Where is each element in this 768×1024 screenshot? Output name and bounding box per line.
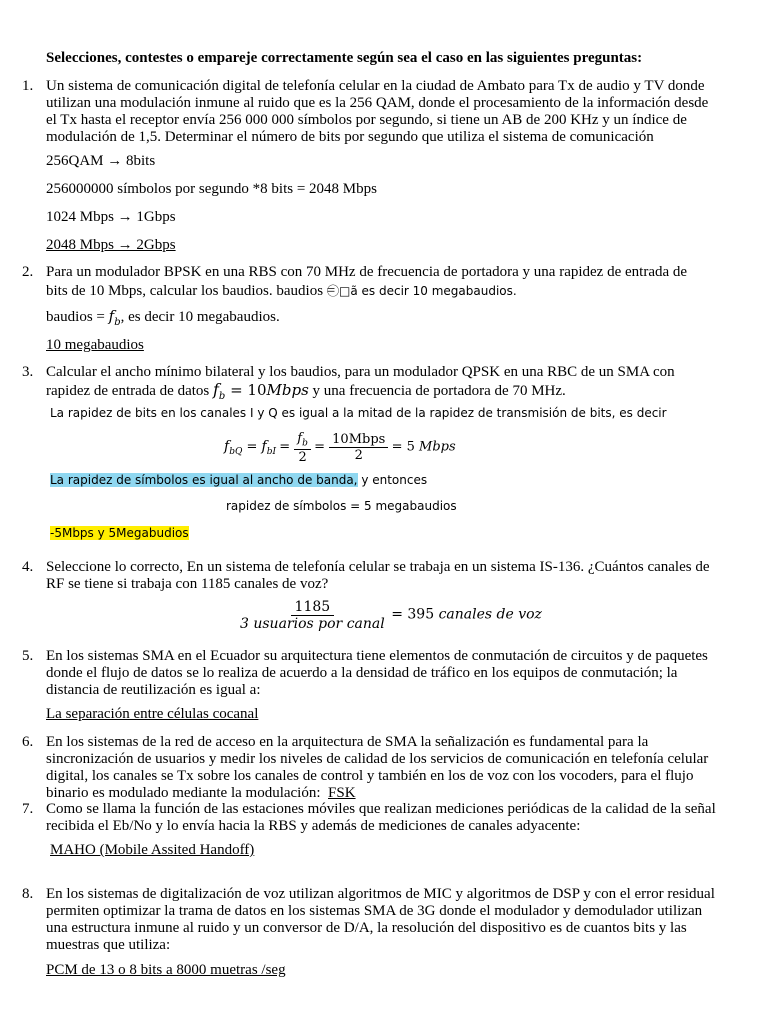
fraction-denominator: 2 (354, 447, 363, 463)
question-5 (22, 648, 721, 699)
question-8 (22, 886, 721, 954)
q3-note-2 (50, 473, 427, 487)
q3-note-3: rapidez de símbolos = 5 megabaudios (226, 499, 457, 513)
q2-line-suffix: , es decir 10 megabaudios. (120, 309, 280, 325)
math-subscript: b (218, 391, 226, 402)
fraction-fb-over-2 (294, 430, 311, 465)
q2-line (46, 308, 280, 331)
fraction-denominator: 3 usuarios por canal (240, 616, 385, 632)
math-result: = 395 (391, 606, 439, 623)
question-text: Seleccione lo correcto, En un sistema de telefonía celular se trabaja en un sistema IS-136. ¿Cuántos canales de RF se tiene si trabaja con 1185 canales de voz? (46, 559, 710, 592)
math-symbol: f (297, 431, 303, 446)
math-result: = 5 (391, 439, 420, 455)
question-7 (22, 801, 721, 835)
highlighted-answer: -5Mbps y 5Megabudios (50, 526, 189, 540)
instructions-heading: Selecciones, contestes o empareje correctamente según sea el caso en las siguientes preguntas: (46, 50, 643, 66)
question-2 (22, 264, 721, 281)
question-text: En los sistemas SMA en el Ecuador su arquitectura tiene elementos de conmutación de circuitos y de paquetes donde el flujo de datos se lo realiza de acuerdo a la densidad de tráfico en los equipos de conmutación; la distancia de reutilización es igual a: (46, 648, 708, 698)
math-result-text: canales de voz (438, 606, 542, 623)
fraction-1185-over-3 (237, 599, 388, 632)
q5-answer: La separación entre células cocanal (46, 706, 259, 722)
question-6 (22, 734, 721, 802)
garbled-text: ⃝□ã es decir 10 megabaudios. (339, 284, 517, 298)
question-number: 1. (22, 78, 34, 94)
q1-line-1: 256QAM → 8bits (46, 153, 156, 169)
q3-note-1: La rapidez de bits en los canales I y Q es igual a la mitad de la rapidez de transmisión de bits, es decir (50, 406, 667, 420)
math-unit: Mbps (419, 439, 456, 455)
q6-answer: FSK (328, 785, 356, 801)
question-number: 4. (22, 559, 34, 575)
question-text: En los sistemas de la red de acceso en la arquitectura de SMA la señalización es fundamental para la sincronización de usuarios y medir los niveles de calidad de los servicios de comunicación en telefonía celular digital, los canales se Tx sobre los canales de control y también en los de voz con los vocoders, para el flujo binario es modulado mediante la modulación: (46, 734, 709, 801)
math-symbol: f (224, 438, 230, 455)
highlighted-text: La rapidez de símbolos es igual al ancho de banda, (50, 473, 358, 487)
question-text: En los sistemas de digitalización de voz utilizan algoritmos de MIC y algoritmos de DSP y con el error residual permiten optimizar la trama de datos en los sistemas SMA de 3G donde el modulador y demodulador utilizan una estructura inmune al ruido y un conversor de D/A, la resolución del dispositivo es de cuantos bits y las muestras que utiliza: (46, 886, 715, 953)
q3-equation: $f_{bQ} = f_{bI}$ = $\frac{f_b}{2}$ = $\frac{\text{10Mbps}}{2}$ = 5 Mbps (224, 431, 456, 465)
q4-equation (237, 599, 542, 632)
math-equals: = 10 (225, 381, 267, 399)
q3-text-line-2 (46, 381, 566, 405)
math-symbol: f (213, 380, 219, 399)
q1-line-2: 256000000 símbolos por segundo *8 bits = 2048 Mbps (46, 181, 377, 197)
q1-line-3: 1024 Mbps → 1Gbps (46, 209, 176, 225)
fraction-10mbps-over-2 (329, 432, 388, 463)
question-3 (22, 364, 721, 381)
question-4 (22, 559, 721, 593)
math-symbol: f (108, 307, 115, 325)
question-text: Como se llama la función de las estaciones móviles que realizan mediciones periódicas de la calidad de la señal recibida el Eb/No y lo envía hacia la RBS y además de mediciones de canales adyacente: (46, 801, 716, 834)
q2-line-prefix: baudios = (46, 309, 109, 325)
question-text: rapidez de entrada de datos (46, 383, 210, 399)
q2-answer: 10 megabaudios (46, 337, 144, 353)
question-text: Calcular el ancho mínimo bilateral y los baudios, para un modulador QPSK en una RBC de un SMA con (46, 364, 675, 380)
math-symbol: f (261, 438, 267, 455)
question-text: Para un modulador BPSK en una RBS con 70 MHz de frecuencia de portadora y una rapidez de entrada de (46, 264, 688, 280)
question-number: 6. (22, 734, 34, 750)
q2-text-line-2 (46, 283, 517, 300)
question-number: 2. (22, 264, 34, 280)
math-unit: Mbps (266, 381, 309, 399)
question-text: Un sistema de comunicación digital de telefonía celular en la ciudad de Ambato para Tx de audio y TV donde utilizan una modulación inmune al ruido que es la 256 QAM, donde el procesamiento de la información desde el Tx hasta el receptor envía 256 000 000 símbolos por segundo, si tiene un AB de 200 KHz y un índice de modulación de 1,5. Determinar el número de bits por segundo que utiliza el sistema de comunicación (46, 78, 709, 145)
math-subscript: b (302, 438, 308, 449)
math-subscript: bQ (229, 446, 243, 457)
question-text: y una frecuencia de portadora de 70 MHz. (308, 383, 566, 399)
math-subscript: bI (266, 446, 277, 457)
fraction-denominator: 2 (298, 449, 307, 465)
q3-answer (50, 526, 189, 540)
math-equals: = (242, 439, 262, 455)
question-1 (22, 78, 721, 146)
question-number: 7. (22, 801, 34, 817)
q8-answer: PCM de 13 o 8 bits a 8000 muetras /seg (46, 962, 286, 978)
fraction-numerator: 1185 (291, 599, 335, 616)
question-number: 8. (22, 886, 34, 902)
q7-answer: MAHO (Mobile Assited Handoff) (50, 842, 255, 858)
q1-answer: 2048 Mbps → 2Gbps (46, 237, 176, 253)
question-text: bits de 10 Mbps, calcular los baudios. baudios = (46, 283, 336, 299)
question-number: 5. (22, 648, 34, 664)
question-number: 3. (22, 364, 34, 380)
math-subscript: b (114, 317, 121, 328)
fraction-numerator: 10Mbps (329, 432, 388, 448)
note-text: y entonces (357, 473, 428, 487)
